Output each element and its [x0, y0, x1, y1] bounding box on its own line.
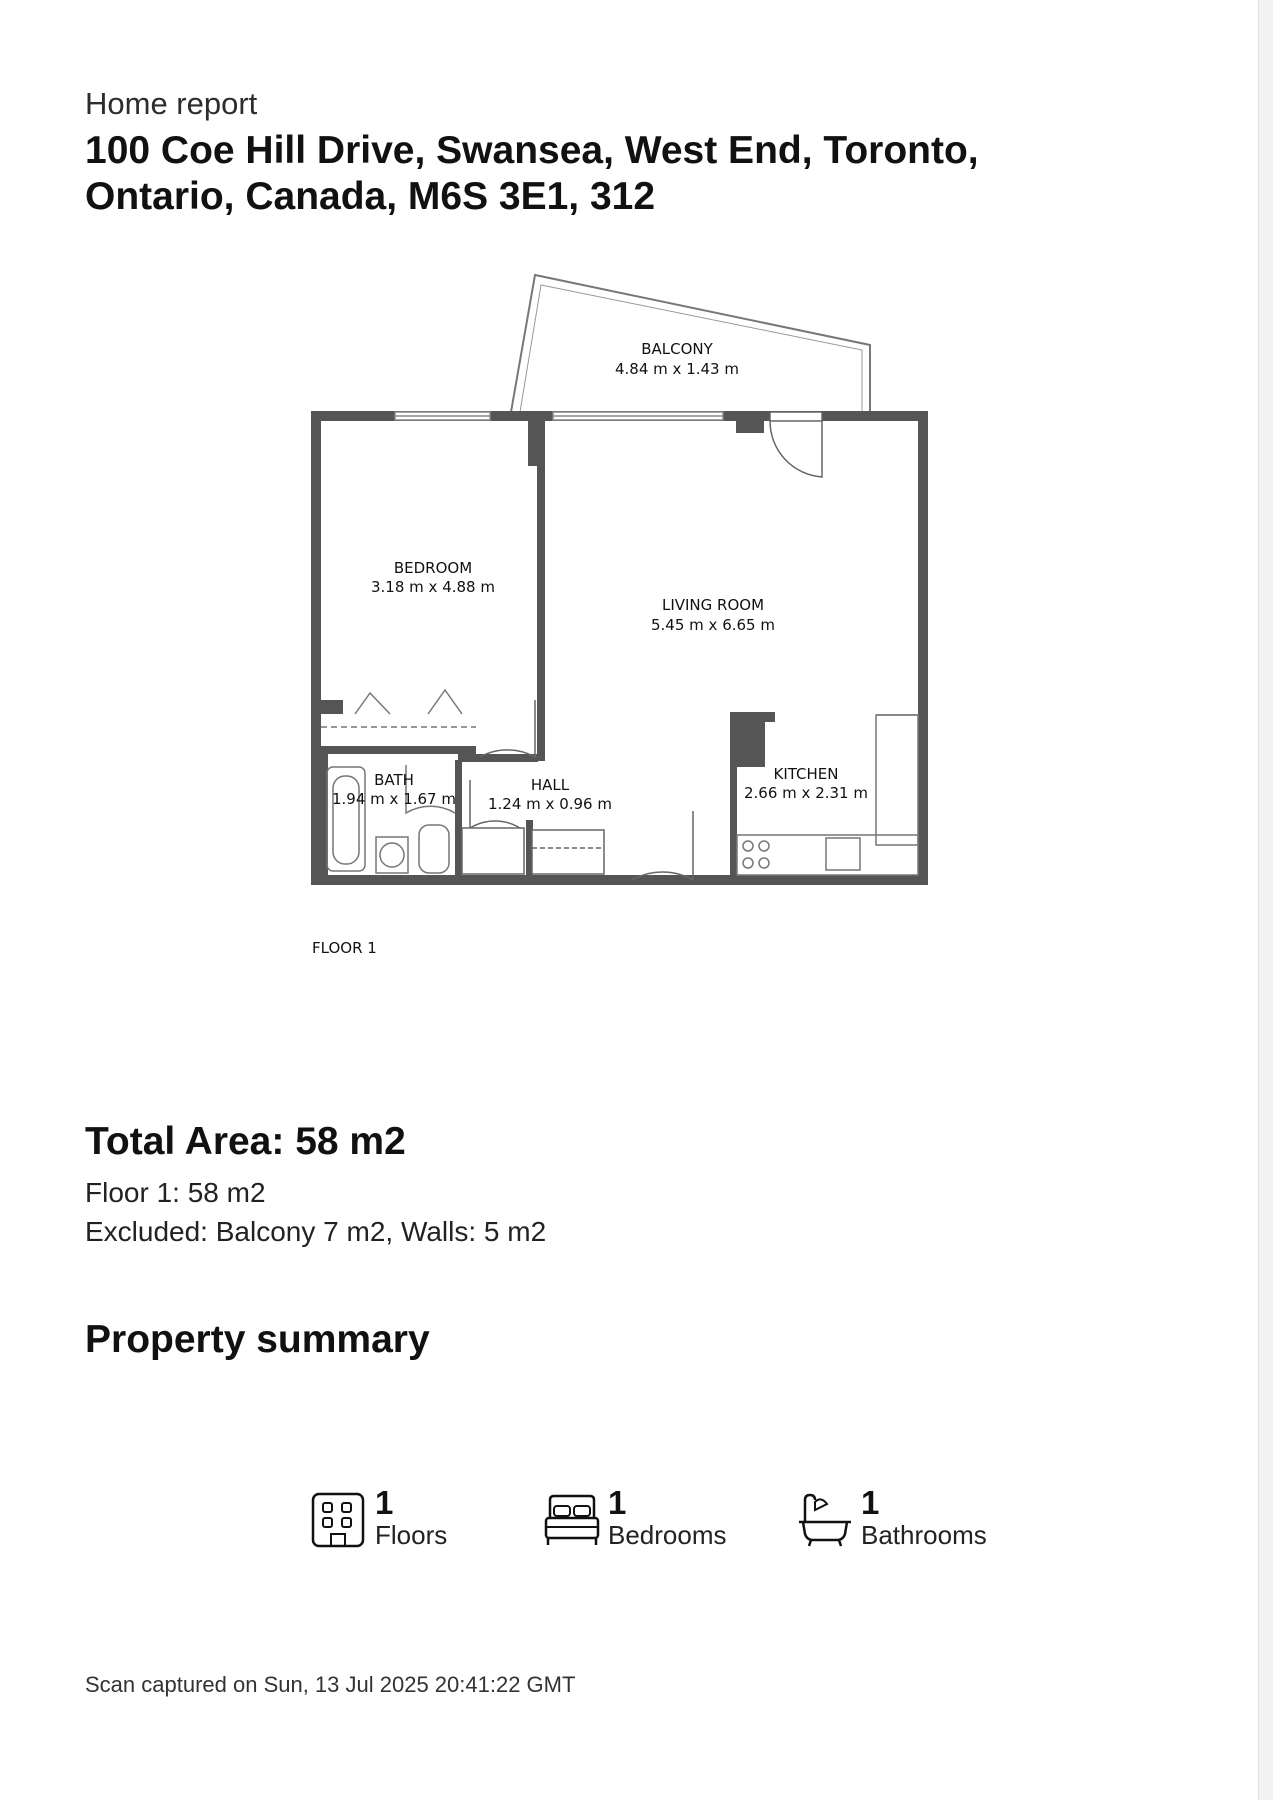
bathtub-icon	[797, 1492, 853, 1548]
floors-label: Floors	[375, 1520, 448, 1550]
windows	[395, 412, 723, 420]
total-area: Total Area: 58 m2	[85, 1120, 406, 1163]
room-name-kitchen: KITCHEN	[773, 765, 839, 783]
bathrooms-count: 1	[861, 1484, 880, 1521]
bedrooms-label: Bedrooms	[608, 1520, 727, 1550]
summary-title: Property summary	[85, 1318, 430, 1361]
room-dims-bath: 1.94 m x 1.67 m	[332, 790, 456, 808]
report-kicker: Home report	[85, 86, 258, 121]
room-name-hall: HALL	[530, 776, 570, 794]
room-dims-hall: 1.24 m x 0.96 m	[488, 795, 612, 813]
hall-cabinets	[462, 828, 604, 874]
excluded-area: Excluded: Balcony 7 m2, Walls: 5 m2	[85, 1216, 547, 1247]
capture-timestamp: Scan captured on Sun, 13 Jul 2025 20:41:22 GMT	[85, 1672, 576, 1697]
stat-bedrooms	[544, 1484, 734, 1554]
room-name-bedroom: BEDROOM	[393, 559, 473, 577]
property-address: 100 Coe Hill Drive, Swansea, West End, Toronto, Ontario, Canada, M6S 3E1, 312	[85, 129, 979, 218]
room-dims-balcony: 4.84 m x 1.43 m	[615, 360, 739, 378]
building-icon	[311, 1492, 365, 1548]
room-dims-bedroom: 3.18 m x 4.88 m	[371, 578, 495, 596]
room-name-balcony: BALCONY	[641, 340, 713, 358]
walls	[311, 411, 928, 885]
room-dims-kitchen: 2.66 m x 2.31 m	[744, 784, 868, 802]
room-name-bath: BATH	[374, 771, 414, 789]
bedrooms-count: 1	[608, 1484, 627, 1521]
floor1-area: Floor 1: 58 m2	[85, 1177, 266, 1208]
stat-bathrooms	[797, 1484, 1007, 1554]
stat-floors	[311, 1484, 471, 1554]
room-dims-living: 5.45 m x 6.65 m	[651, 616, 775, 634]
bed-icon	[544, 1492, 600, 1548]
floors-count: 1	[375, 1484, 394, 1521]
room-name-living: LIVING ROOM	[661, 596, 765, 614]
floor-label: FLOOR 1	[312, 939, 377, 957]
closet	[321, 690, 476, 727]
bathrooms-label: Bathrooms	[861, 1520, 987, 1550]
